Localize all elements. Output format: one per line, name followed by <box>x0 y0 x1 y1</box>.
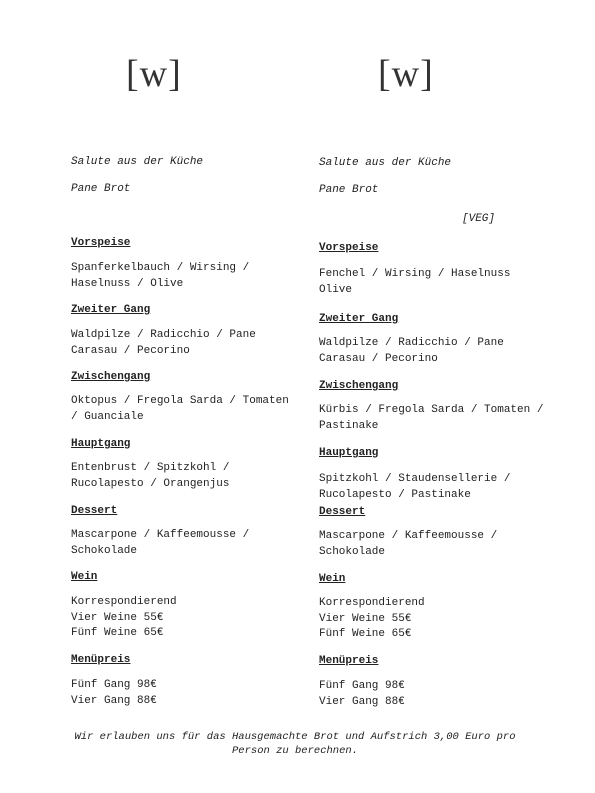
vorspeise-heading-left: Vorspeise <box>71 237 131 249</box>
wein-line-left: Fünf Weine 65€ <box>71 627 164 639</box>
zwischengang-text-right: Kürbis / Fregola Sarda / Tomaten / Pastinake <box>319 404 544 432</box>
zwischengang-heading-left: Zwischengang <box>71 371 151 383</box>
zwischengang-text-left: Oktopus / Fregola Sarda / Tomaten / Guanciale <box>71 395 289 423</box>
wein-line-right: Vier Weine 55€ <box>319 612 412 625</box>
salute-right: Salute aus der Küche <box>319 157 452 169</box>
wein-heading-left: Wein <box>71 571 98 583</box>
preis-line-right: Vier Gang 88€ <box>319 695 405 708</box>
zweiter-gang-heading-right: Zweiter Gang <box>319 313 399 325</box>
vorspeise-heading-right: Vorspeise <box>319 242 379 254</box>
dessert-heading-right: Dessert <box>319 506 366 518</box>
preis-line-right: Fünf Gang 98€ <box>319 680 405 692</box>
vorspeise-text-right: Fenchel / Wirsing / Haselnuss Olive <box>319 268 511 296</box>
hauptgang-heading-right: Hauptgang <box>319 447 379 459</box>
hauptgang-text-left: Entenbrust / Spitzkohl / Rucolapesto / Orangenjus <box>71 462 230 490</box>
veg-tag: [VEG] <box>462 213 496 225</box>
wein-heading-right: Wein <box>319 573 346 585</box>
footer-note: Wir erlauben uns für das Hausgemachte Brot und Aufstrich 3,00 Euro pro Person zu berechnen. <box>74 731 516 757</box>
zwischengang-heading-right: Zwischengang <box>319 380 399 392</box>
dessert-text-right: Mascarpone / Kaffeemousse / Schokolade <box>319 530 498 558</box>
zweiter-gang-text-left: Waldpilze / Radicchio / Pane Carasau / Pecorino <box>71 329 256 357</box>
preis-line-left: Fünf Gang 98€ <box>71 679 157 691</box>
wein-line-right: Fünf Weine 65€ <box>319 628 412 640</box>
zweiter-gang-text-right: Waldpilze / Radicchio / Pane Carasau / Pecorino <box>319 337 504 365</box>
dessert-text-left: Mascarpone / Kaffeemousse / Schokolade <box>71 529 250 557</box>
brot-left: Pane Brot <box>71 183 131 195</box>
preis-line-left: Vier Gang 88€ <box>71 694 157 707</box>
brot-right: Pane Brot <box>319 184 379 196</box>
vorspeise-text-left: Spanferkelbauch / Wirsing / Haselnuss / Olive <box>71 262 250 290</box>
wein-line-left: Vier Weine 55€ <box>71 611 164 624</box>
dessert-heading-left: Dessert <box>71 505 118 517</box>
menuepreis-heading-right: Menüpreis <box>319 655 379 667</box>
menuepreis-heading-left: Menüpreis <box>71 654 131 666</box>
salute-left: Salute aus der Küche <box>71 156 204 168</box>
wein-line-right: Korrespondierend <box>319 597 425 609</box>
zweiter-gang-heading-left: Zweiter Gang <box>71 304 151 316</box>
hauptgang-heading-left: Hauptgang <box>71 438 131 450</box>
logo-right: [w] <box>378 53 434 95</box>
logo-left: [w] <box>126 53 182 95</box>
wein-line-left: Korrespondierend <box>71 596 177 608</box>
hauptgang-text-right: Spitzkohl / Staudensellerie / Rucolapesto / Pastinake <box>319 473 511 501</box>
